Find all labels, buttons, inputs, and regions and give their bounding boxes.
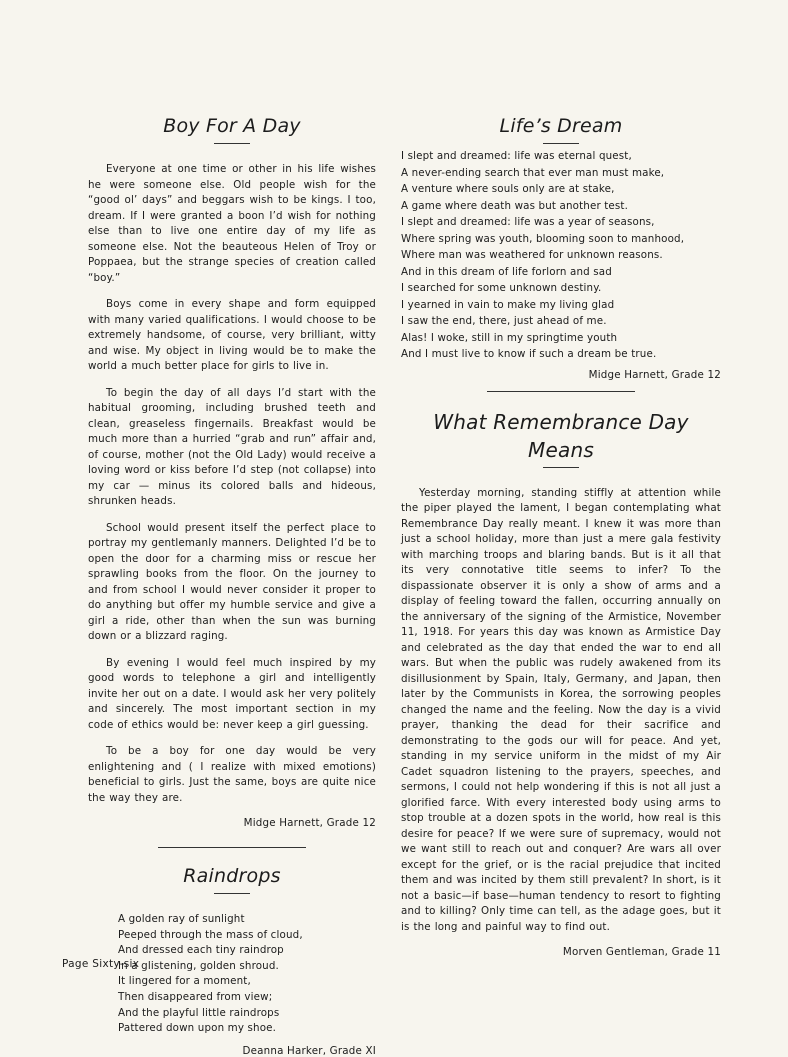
author-credit: Morven Gentleman, Grade 11 [562, 946, 721, 958]
poem-line: A golden ray of sunlight [118, 913, 245, 925]
poem-line: A game where death was but another test. [401, 199, 629, 212]
poem-line: I searched for some unknown destiny. [401, 282, 602, 294]
poem-line: A venture where souls only are at stake, [401, 183, 615, 195]
author-credit: Deanna Harker, Grade XI [242, 1044, 376, 1057]
boy-for-a-day-article [88, 112, 376, 829]
poem-line: Peeped through the mass of cloud, [118, 928, 303, 941]
right-column [401, 112, 721, 958]
poem-line: And the playful little raindrops [118, 1006, 280, 1019]
raindrops-title: Raindrops [183, 865, 281, 887]
remembrance-day-title: What Remembrance Day Means [433, 409, 689, 462]
poem-line: I yearned in vain to make my living glad [401, 298, 615, 311]
paragraph: To be a boy for one day would be very enlightening and ( I realize with mixed emotions) beneficial to girls. Just the same, boys are quite nice the way they are. [88, 745, 376, 804]
page-number: Page Sixty-six [62, 958, 140, 970]
poem-line: And dressed each tiny raindrop [118, 944, 284, 957]
poem-line: And in this dream of life forlorn and sad [401, 265, 612, 278]
poem-line: Then disappeared from view; [118, 990, 273, 1003]
remembrance-day-article [401, 408, 721, 959]
title-underline [214, 143, 250, 144]
lifes-dream-poem [401, 112, 721, 381]
paragraph: Boys come in every shape and form equipped with many varied qualifications. I would choose to be extremely handsome, of course, very brilliant, witty and wise. My object in living would be to make the world a much better place for girls to live in. [88, 298, 376, 372]
title-underline [543, 143, 579, 144]
paragraph: Everyone at one time or other in his life wishes he were someone else. Old people wish for the “good ol’ days” and beggars wish to be kings. I too, dream. If I were granted a boon I’d wish for nothing else than to live one entire day of my life as someone else. Not the beauteous Helen of Troy or Poppaea, but the strange species of creation called “boy.” [88, 163, 376, 284]
poem-line: A never-ending search that ever man must make, [401, 166, 665, 179]
author-credit: Midge Harnett, Grade 12 [243, 817, 376, 829]
left-column [88, 112, 376, 1057]
title-underline [214, 893, 250, 894]
section-divider [158, 847, 306, 848]
poem-line: And I must live to know if such a dream be true. [401, 348, 657, 360]
title-underline [543, 467, 579, 468]
lifes-dream-title: Life’s Dream [499, 115, 623, 137]
poem-line: Where man was weathered for unknown reasons. [401, 249, 663, 261]
poem-body [401, 148, 721, 363]
boy-for-a-day-title: Boy For A Day [163, 115, 301, 137]
poem-line: I slept and dreamed: life was a year of seasons, [401, 216, 655, 228]
poem-line: It lingered for a moment, [118, 975, 251, 988]
author-credit: Midge Harnett, Grade 12 [588, 368, 721, 381]
poem-line: Pattered down upon my shoe. [118, 1022, 277, 1035]
poem-line: I saw the end, there, just ahead of me. [401, 315, 607, 327]
paragraph: To begin the day of all days I’d start with the habitual grooming, including brushed teeth and clean, greaseless fingernails. Breakfast would be much more than a hurried “grab and run” affair and, of course, mother (not the Old Lady) would receive a loving word or kiss before I’d step (not collapse) into my car — minus its colored balls and hideous, shrunken heads. [88, 386, 376, 507]
section-divider [487, 391, 635, 392]
paragraph: By evening I would feel much inspired by my good words to telephone a girl and intelligently invite her out on a date. I would ask her very politely and sincerely. The most important section in my code of ethics would be: never keep a girl guessing. [88, 656, 376, 731]
poem-line: I slept and dreamed: life was eternal quest, [401, 150, 632, 162]
poem-line: In a glistening, golden shroud. [118, 959, 279, 972]
paragraph: Yesterday morning, standing stiffly at attention while the piper played the lament, I began contemplating what Remembrance Day really meant. I knew it was more than just a school holiday, more than just a mere gala festivity with marching troops and blaring bands. But is it all that its very connotative title seems to infer? To the dispassionate observer it is only a show of arms and a display of feeling toward the fallen, occurring annually on the anniversary of the signing of the Armistice, November 11, 1918. For years this day was known as Armistice Day and celebrated as the day that ended the war to end all wars. But when the public was rudely awakened from its disillusionment by Spain, Italy, Germany, and Japan, then later by the Communists in Korea, the sorrowing peoples changed the name and the feeling. Now the day is a vivid prayer, thanking the dead for their sacrifice and demonstrating to the gods our will for peace. And yet, standing in my service uniform in the midst of my Air Cadet squadron listening to the prayers, speeches, and sermons, I could not help wondering if this is not all just a glorified farce. With every interested body using arms to stop trouble at a dozen spots in the world, how real is this desire for peace? If we were sure of supremacy, would not we want still to reach out and conquer? Are wars all over except for the grief, or is the racial prejudice that incited them and was incited by them still prevalent? In short, is it not a basic—if base—human tendency to resort to fighting and to killing? Only time can tell, as the adage goes, but it is the long and painful way to find out. [401, 486, 721, 933]
paragraph: School would present itself the perfect place to portray my gentlemanly manners. Delighted I’d be to open the door for a charming miss or rescue her sprawling books from the floor. On the journey to and from school I would never consider it proper to do anything but offer my humble service and give a girl a ride, other than when the sun was burning down or a blizzard raging. [88, 521, 376, 642]
poem-line: Alas! I woke, still in my springtime youth [401, 331, 618, 344]
poem-line: Where spring was youth, blooming soon to manhood, [401, 232, 685, 245]
poem-body [88, 912, 376, 1037]
